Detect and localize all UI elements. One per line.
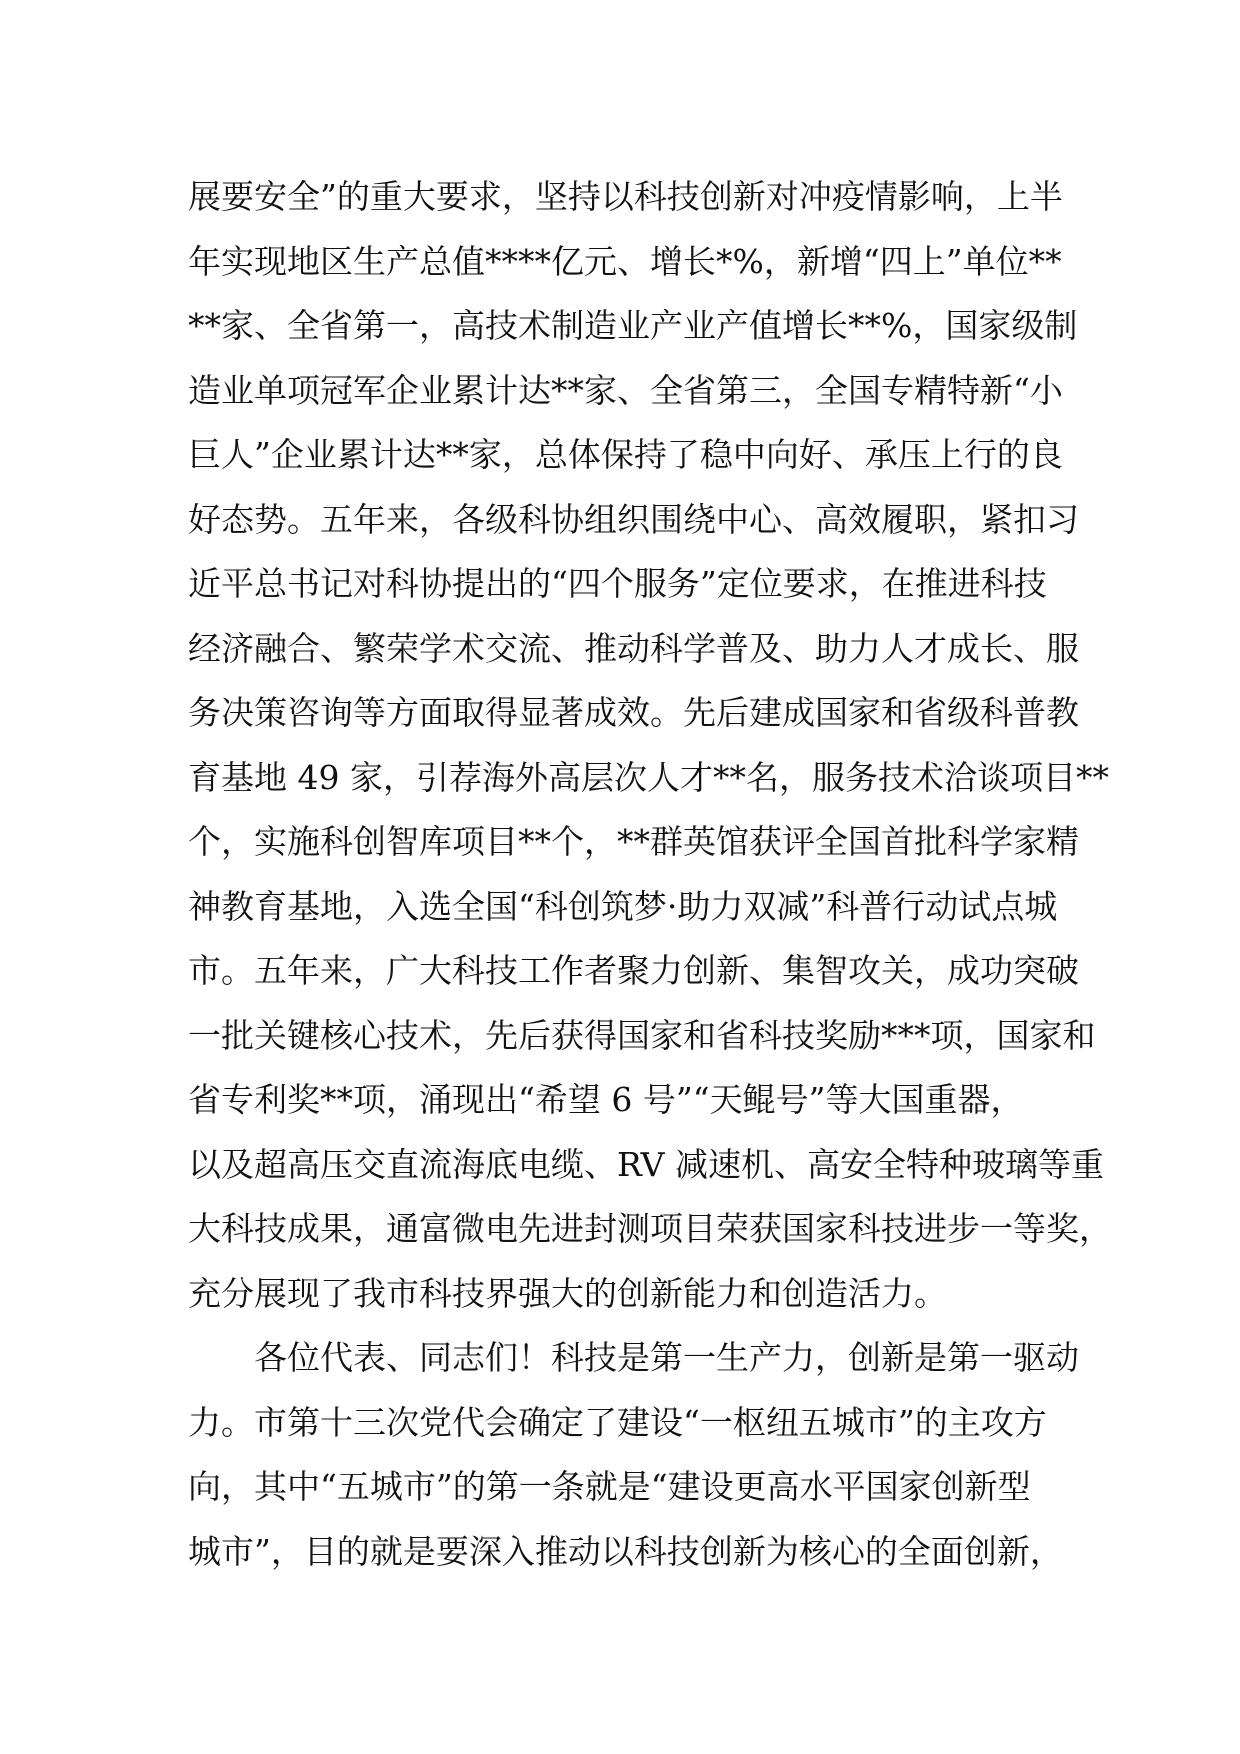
text-line: 务决策咨询等方面取得显著成效。先后建成国家和省级科普教 bbox=[188, 693, 1079, 732]
text-line: 造业单项冠军企业累计达**家、全省第三，全国专精特新“小 bbox=[188, 370, 1063, 410]
text-line: 个，实施科创智库项目**个，**群英馆获评全国首批科学家精 bbox=[188, 822, 1079, 861]
text-line: 一批关键核心技术，先后获得国家和省科技奖励***项，国家和 bbox=[188, 1015, 1096, 1055]
text-line: 展要安全”的重大要求，坚持以科技创新对冲疫情影响，上半 bbox=[188, 177, 1063, 216]
text-line: 向，其中“五城市”的第一条就是“建设更高水平国家创新型 bbox=[188, 1467, 1031, 1506]
text-line: 育基地 49 家，引荐海外高层次人才**名，服务技术洽谈项目** bbox=[188, 757, 1109, 797]
text-line: 经济融合、繁荣学术交流、推动科学普及、助力人才成长、服 bbox=[188, 628, 1079, 668]
text-line: 好态势。五年来，各级科协组织围绕中心、高效履职，紧扣习 bbox=[188, 499, 1079, 539]
text-line: 省专利奖**项，涌现出“希望 6 号”“天鲲号”等大国重器， bbox=[188, 1080, 1024, 1119]
text-line: **家、全省第一，高技术制造业产业产值增长**%，国家级制 bbox=[188, 306, 1078, 345]
text-line: 近平总书记对科协提出的“四个服务”定位要求，在推进科技 bbox=[188, 564, 1047, 603]
text-line: 巨人”企业累计达**家，总体保持了稳中向好、承压上行的良 bbox=[188, 435, 1063, 474]
text-line: 以及超高压交直流海底电缆、RV 减速机、高安全特种玻璃等重 bbox=[188, 1144, 1104, 1184]
paragraph-first-line: 各位代表、同志们！科技是第一生产力，创新是第一驱动 bbox=[254, 1338, 1079, 1377]
text-line: 大科技成果，通富微电先进封测项目荣获国家科技进步一等奖， bbox=[188, 1209, 1112, 1248]
text-line: 市。五年来，广大科技工作者聚力创新、集智攻关，成功突破 bbox=[188, 951, 1079, 990]
text-line: 力。市第十三次党代会确定了建设“一枢纽五城市”的主攻方 bbox=[188, 1402, 1047, 1442]
body-text bbox=[188, 165, 1112, 1584]
text-line: 充分展现了我市科技界强大的创新能力和创造活力。 bbox=[188, 1273, 947, 1313]
text-line: 神教育基地，入选全国“科创筑梦·助力双减”科普行动试点城 bbox=[188, 886, 1058, 926]
text-line: 年实现地区生产总值****亿元、增长*%，新增“四上”单位** bbox=[188, 241, 1062, 281]
text-line: 城市”，目的就是要深入推动以科技创新为核心的全面创新， bbox=[188, 1531, 1063, 1571]
